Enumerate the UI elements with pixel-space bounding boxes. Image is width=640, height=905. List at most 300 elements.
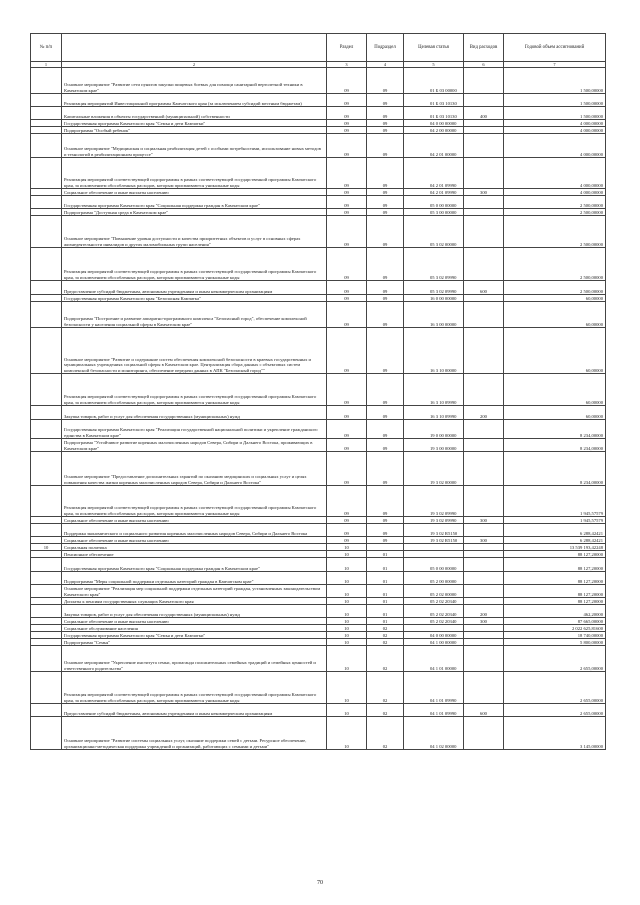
row-number: [31, 625, 62, 632]
row-name: Подпрограмма "Доступная среда в Камчатском крае": [62, 209, 327, 216]
row-subsection: 09: [367, 295, 404, 302]
row-target-article: 05 2 02 20340: [404, 598, 464, 605]
row-section: 09: [327, 94, 367, 107]
table-row: [31, 551, 606, 558]
row-name: Государственная программа Камчатского края "Безопасная Камчатка": [62, 295, 327, 302]
row-section: 09: [327, 158, 367, 189]
row-expense-type: [464, 524, 504, 537]
row-amount: 2 655,00000: [504, 646, 606, 672]
row-amount: 2 655,00000: [504, 672, 606, 704]
row-expense-type: [464, 544, 504, 551]
row-target-article: 05 2 00 00000: [404, 572, 464, 585]
row-section: 10: [327, 558, 367, 572]
row-section: 09: [327, 196, 367, 209]
row-section: 10: [327, 572, 367, 585]
row-amount: 4 000,00000: [504, 158, 606, 189]
row-section: 09: [327, 281, 367, 295]
row-subsection: 02: [367, 672, 404, 704]
row-subsection: 09: [367, 189, 404, 196]
row-expense-type: 600: [464, 281, 504, 295]
row-expense-type: [464, 302, 504, 328]
row-number: [31, 295, 62, 302]
row-name: Закупка товаров, работ и услуг для обеспечения государственных (муниципальных) нужд: [62, 605, 327, 618]
row-number: 10: [31, 544, 62, 551]
budget-table-sheet: [30, 33, 605, 750]
row-target-article: 05 2 02 20340: [404, 605, 464, 618]
table-row: [31, 134, 606, 158]
row-section: 10: [327, 605, 367, 618]
row-name: Капитальные вложения в объекты государственной (муниципальной) собственности: [62, 107, 327, 120]
row-target-article: 05 3 02 00000: [404, 216, 464, 248]
row-name: Социальная политика: [62, 544, 327, 551]
row-section: 10: [327, 625, 367, 632]
row-name: Реализация мероприятий соответствующей подпрограммы в рамках соответствующей государственной программы Камчатского края, за исключением обособленных расходов, которым присваиваются уникальные коды: [62, 672, 327, 704]
row-section: 10: [327, 544, 367, 551]
row-amount: 88 127,20000: [504, 572, 606, 585]
row-target-article: 19 0 00 00000: [404, 420, 464, 439]
row-section: 09: [327, 209, 367, 216]
row-number: [31, 302, 62, 328]
row-subsection: 09: [367, 328, 404, 374]
row-expense-type: [464, 94, 504, 107]
row-name: Основное мероприятие "Укрепление института семьи, пропаганда положительных семейных традиций и семейных ценностей и ответственного родительства": [62, 646, 327, 672]
table-row: [31, 517, 606, 524]
table-row: [31, 618, 606, 625]
row-target-article: 16 3 10 09990: [404, 374, 464, 406]
row-expense-type: [464, 551, 504, 558]
row-number: [31, 618, 62, 625]
row-expense-type: [464, 248, 504, 281]
row-number: [31, 68, 62, 94]
row-amount: 88 127,20000: [504, 598, 606, 605]
row-subsection: 09: [367, 406, 404, 420]
row-number: [31, 158, 62, 189]
budget-table: [30, 33, 606, 750]
row-name: Основное мероприятие "Повышение уровня доступности и качества приоритетных объектов и услуг в основных сферах жизнедеятельности инвалидов и других маломобильных групп населения": [62, 216, 327, 248]
row-subsection: 01: [367, 572, 404, 585]
row-subsection: 01: [367, 618, 404, 625]
table-row: [31, 328, 606, 374]
row-amount: 462,20000: [504, 605, 606, 618]
row-section: 09: [327, 68, 367, 94]
row-name: Социальное обслуживание населения: [62, 625, 327, 632]
row-number: [31, 189, 62, 196]
row-target-article: [404, 544, 464, 551]
row-amount: 1 500,00000: [504, 107, 606, 120]
table-row: [31, 572, 606, 585]
row-section: 09: [327, 189, 367, 196]
row-number: [31, 209, 62, 216]
row-expense-type: [464, 420, 504, 439]
row-expense-type: 400: [464, 107, 504, 120]
row-section: 09: [327, 248, 367, 281]
row-target-article: 05 0 00 00000: [404, 196, 464, 209]
header-annual-amount: Годовой объем ассигнований: [504, 34, 606, 62]
row-section: 10: [327, 551, 367, 558]
row-subsection: 09: [367, 209, 404, 216]
row-name: Основное мероприятие "Развитие сети пунктов закупки пищевых боевых для помощи санитарной вертолетной техники в Камчатском крае": [62, 68, 327, 94]
row-name: Пенсионное обеспечение: [62, 551, 327, 558]
row-target-article: 19 3 02 09990: [404, 517, 464, 524]
row-number: [31, 704, 62, 717]
row-name: Основное мероприятие "Развитие системы социальных услуг, оказание поддержки семей с детьми. Ресурсное обеспечение, организационно-методическая поддержка учреждений и организаций, работающих с семьями и детьми": [62, 717, 327, 750]
row-amount: 3 145,00000: [504, 717, 606, 750]
table-row: [31, 585, 606, 598]
row-expense-type: 300: [464, 537, 504, 544]
row-name: Социальное обеспечение и иные выплаты населению: [62, 189, 327, 196]
row-target-article: 16 0 00 00000: [404, 295, 464, 302]
header-number: № п/п: [31, 34, 62, 62]
row-section: 10: [327, 585, 367, 598]
row-amount: 60,00000: [504, 295, 606, 302]
row-target-article: 16 3 00 00000: [404, 302, 464, 328]
row-number: [31, 281, 62, 295]
row-section: 09: [327, 537, 367, 544]
row-target-article: 04 1 02 00000: [404, 717, 464, 750]
row-expense-type: [464, 120, 504, 127]
column-number: 7: [504, 62, 606, 68]
row-number: [31, 572, 62, 585]
row-number: [31, 120, 62, 127]
row-subsection: 09: [367, 216, 404, 248]
table-row: [31, 537, 606, 544]
row-expense-type: [464, 585, 504, 598]
table-row: [31, 598, 606, 605]
row-amount: 2 655,00000: [504, 704, 606, 717]
row-number: [31, 605, 62, 618]
row-amount: 60,00000: [504, 302, 606, 328]
row-amount: 6 288,42421: [504, 537, 606, 544]
row-target-article: 04 1 01 09990: [404, 704, 464, 717]
row-amount: 2 500,00000: [504, 216, 606, 248]
row-subsection: 09: [367, 302, 404, 328]
row-target-article: 04 2 00 00000: [404, 127, 464, 134]
row-number: [31, 94, 62, 107]
row-target-article: 05 2 02 20340: [404, 618, 464, 625]
row-name: Реализация мероприятий соответствующей подпрограммы в рамках соответствующей государственной программы Камчатского края, за исключением обособленных расходов, которым присваиваются уникальные коды: [62, 374, 327, 406]
table-row: [31, 704, 606, 717]
table-row: [31, 302, 606, 328]
header-section: Раздел: [327, 34, 367, 62]
row-number: [31, 248, 62, 281]
row-expense-type: [464, 216, 504, 248]
row-name: Основное мероприятие "Предоставление дополнительных гарантий по оказанию медицинских и социальных услуг и целях повышения качества жизни коренных малочисленных народов Севера, Сибири и Дальнего Востока": [62, 452, 327, 486]
row-target-article: 05 3 02 09990: [404, 281, 464, 295]
row-expense-type: [464, 717, 504, 750]
row-number: [31, 672, 62, 704]
row-subsection: 09: [367, 248, 404, 281]
table-row: [31, 672, 606, 704]
table-row: [31, 420, 606, 439]
row-subsection: 02: [367, 639, 404, 646]
row-subsection: 09: [367, 281, 404, 295]
row-expense-type: [464, 558, 504, 572]
header-subsection: Подраздел: [367, 34, 404, 62]
table-row: [31, 120, 606, 127]
row-expense-type: [464, 209, 504, 216]
row-subsection: 09: [367, 374, 404, 406]
row-number: [31, 134, 62, 158]
row-amount: 1 500,00000: [504, 68, 606, 94]
row-target-article: 01 Б 03 10130: [404, 107, 464, 120]
row-name: Реализация мероприятий Инвестиционной программы Камчатского края (за исключением субсидий местным бюджетам): [62, 94, 327, 107]
row-amount: 60,00000: [504, 406, 606, 420]
table-row: [31, 717, 606, 750]
table-row: [31, 439, 606, 452]
row-amount: 5 800,00000: [504, 639, 606, 646]
row-section: 10: [327, 672, 367, 704]
row-expense-type: 300: [464, 189, 504, 196]
row-name: Реализация мероприятий соответствующей подпрограммы в рамках соответствующей государственной программы Камчатского края, за исключением обособленных расходов, которым присваиваются уникальные коды: [62, 248, 327, 281]
row-section: 10: [327, 632, 367, 639]
row-number: [31, 717, 62, 750]
row-target-article: 04 2 01 09990: [404, 189, 464, 196]
table-row: [31, 486, 606, 517]
row-expense-type: [464, 328, 504, 374]
row-number: [31, 216, 62, 248]
row-amount: 1 500,00000: [504, 94, 606, 107]
row-amount: 6 288,42421: [504, 524, 606, 537]
row-number: [31, 558, 62, 572]
table-row: [31, 544, 606, 551]
row-name: Подпрограмма "Устойчивое развитие коренных малочисленных народов Севера, Сибири и Дальнего Востока, проживающих в Камчатском крае": [62, 439, 327, 452]
row-subsection: 01: [367, 598, 404, 605]
row-number: [31, 517, 62, 524]
row-number: [31, 328, 62, 374]
row-subsection: 09: [367, 94, 404, 107]
row-number: [31, 196, 62, 209]
row-amount: 2 500,00000: [504, 196, 606, 209]
header-name: [62, 34, 327, 62]
row-expense-type: 300: [464, 517, 504, 524]
row-section: 09: [327, 524, 367, 537]
table-row: [31, 281, 606, 295]
row-name: Реализация мероприятий соответствующей подпрограммы в рамках соответствующей государственной программы Камчатского края, за исключением обособленных расходов, которым присваиваются уникальные коды: [62, 486, 327, 517]
row-amount: 13 539 193,42248: [504, 544, 606, 551]
row-number: [31, 406, 62, 420]
row-subsection: [367, 544, 404, 551]
row-number: [31, 551, 62, 558]
row-amount: 4 000,00000: [504, 189, 606, 196]
table-row: [31, 94, 606, 107]
row-section: 10: [327, 639, 367, 646]
row-name: Социальное обеспечение и иные выплаты населению: [62, 517, 327, 524]
row-target-article: 01 Б 03 10130: [404, 94, 464, 107]
row-name: Предоставление субсидий бюджетным, автономным учреждениям и иным некоммерческим организациям: [62, 281, 327, 295]
row-section: 09: [327, 134, 367, 158]
row-target-article: 19 3 02 R5150: [404, 524, 464, 537]
row-amount: 2 500,00000: [504, 248, 606, 281]
row-expense-type: [464, 672, 504, 704]
row-number: [31, 420, 62, 439]
table-header-row: [31, 34, 606, 62]
table-row: [31, 196, 606, 209]
table-row: [31, 406, 606, 420]
table-row: [31, 189, 606, 196]
row-expense-type: [464, 196, 504, 209]
row-amount: 8 234,00000: [504, 452, 606, 486]
row-target-article: 05 3 02 09990: [404, 248, 464, 281]
row-section: 09: [327, 127, 367, 134]
row-number: [31, 639, 62, 646]
row-section: 09: [327, 328, 367, 374]
table-row: [31, 374, 606, 406]
row-subsection: 09: [367, 524, 404, 537]
row-expense-type: [464, 127, 504, 134]
row-section: 09: [327, 216, 367, 248]
row-number: [31, 439, 62, 452]
row-section: 09: [327, 120, 367, 127]
row-name: Доплаты к пенсиям государственных служащих Камчатского края: [62, 598, 327, 605]
row-name: Государственная программа Камчатского края "Социальная поддержка граждан в Камчатском крае": [62, 558, 327, 572]
row-subsection: 09: [367, 68, 404, 94]
row-expense-type: 300: [464, 618, 504, 625]
column-number: 3: [327, 62, 367, 68]
row-section: 10: [327, 704, 367, 717]
row-amount: 88 127,20000: [504, 558, 606, 572]
row-expense-type: [464, 68, 504, 94]
row-section: 09: [327, 517, 367, 524]
row-section: 09: [327, 439, 367, 452]
row-amount: 2 500,00000: [504, 281, 606, 295]
row-name: Основное мероприятие "Реализация мер социальной поддержки отдельных категорий граждан, установленных законодательством Камчатского края": [62, 585, 327, 598]
row-expense-type: [464, 439, 504, 452]
row-section: 09: [327, 420, 367, 439]
row-name: Подпрограмма "Построение и развитие аппаратно-программного комплекса "Безопасный город", обеспечение комплексной безопасности у населения социальной сферы в Камчатском крае": [62, 302, 327, 328]
row-target-article: 19 3 02 00000: [404, 452, 464, 486]
row-subsection: 09: [367, 158, 404, 189]
row-amount: 4 000,00000: [504, 127, 606, 134]
row-amount: 1 945,57579: [504, 517, 606, 524]
table-row: [31, 639, 606, 646]
row-target-article: 16 3 10 09990: [404, 406, 464, 420]
row-amount: 60,00000: [504, 328, 606, 374]
row-expense-type: [464, 646, 504, 672]
table-row: [31, 216, 606, 248]
table-row: [31, 646, 606, 672]
row-subsection: 02: [367, 704, 404, 717]
row-amount: 8 234,00000: [504, 439, 606, 452]
row-amount: 4 000,00000: [504, 120, 606, 127]
row-name: Социальное обеспечение и иные выплаты населению: [62, 537, 327, 544]
row-expense-type: [464, 158, 504, 189]
header-target-article: Целевая статья: [404, 34, 464, 62]
row-amount: 18 740,00000: [504, 632, 606, 639]
row-target-article: 04 1 01 00000: [404, 646, 464, 672]
row-expense-type: 200: [464, 605, 504, 618]
row-amount: 8 234,00000: [504, 420, 606, 439]
row-target-article: 19 3 00 00000: [404, 439, 464, 452]
row-number: [31, 632, 62, 639]
page-number: 70: [317, 880, 323, 886]
row-section: 09: [327, 374, 367, 406]
row-expense-type: [464, 374, 504, 406]
table-row: [31, 632, 606, 639]
row-name: Государственная программа Камчатского края "Семья и дети Камчатки": [62, 120, 327, 127]
row-section: 09: [327, 452, 367, 486]
row-target-article: [404, 625, 464, 632]
column-number: 5: [404, 62, 464, 68]
row-expense-type: [464, 639, 504, 646]
row-name: Государственная программа Камчатского края "Социальная поддержка граждан в Камчатском крае": [62, 196, 327, 209]
row-number: [31, 585, 62, 598]
row-section: 10: [327, 646, 367, 672]
table-row: [31, 107, 606, 120]
table-row: [31, 625, 606, 632]
row-subsection: 02: [367, 717, 404, 750]
row-name: Подпрограмма "Особый ребенок": [62, 127, 327, 134]
row-target-article: 04 0 00 00000: [404, 632, 464, 639]
row-target-article: 01 Б 03 00000: [404, 68, 464, 94]
row-subsection: 01: [367, 585, 404, 598]
row-section: 09: [327, 295, 367, 302]
row-subsection: 09: [367, 107, 404, 120]
table-row: [31, 68, 606, 94]
table-row: [31, 158, 606, 189]
row-name: Подпрограмма "Семья": [62, 639, 327, 646]
column-number: 4: [367, 62, 404, 68]
row-section: 09: [327, 486, 367, 517]
table-row: [31, 452, 606, 486]
row-expense-type: [464, 625, 504, 632]
row-target-article: 16 3 10 00000: [404, 328, 464, 374]
row-subsection: 09: [367, 120, 404, 127]
table-row: [31, 127, 606, 134]
row-target-article: [404, 551, 464, 558]
row-number: [31, 486, 62, 517]
row-section: 09: [327, 406, 367, 420]
row-number: [31, 537, 62, 544]
row-section: 10: [327, 717, 367, 750]
row-expense-type: [464, 295, 504, 302]
row-target-article: 05 0 00 00000: [404, 558, 464, 572]
row-target-article: 04 2 01 00000: [404, 134, 464, 158]
row-amount: 4 000,00000: [504, 134, 606, 158]
row-amount: 88 127,20000: [504, 551, 606, 558]
row-expense-type: [464, 134, 504, 158]
row-name: Поддержка экономического и социального развития коренных малочисленных народов Севера, Сибири и Дальнего Востока: [62, 524, 327, 537]
row-expense-type: [464, 486, 504, 517]
table-row: [31, 248, 606, 281]
table-row: [31, 295, 606, 302]
row-number: [31, 127, 62, 134]
header-expense-type: Вид расходов: [464, 34, 504, 62]
row-section: 09: [327, 302, 367, 328]
row-name: Подпрограмма "Меры социальной поддержки отдельных категорий граждан в Камчатском крае": [62, 572, 327, 585]
row-expense-type: 200: [464, 406, 504, 420]
row-subsection: 09: [367, 439, 404, 452]
row-name: Социальное обеспечение и иные выплаты населению: [62, 618, 327, 625]
row-expense-type: [464, 632, 504, 639]
row-target-article: 05 2 02 00000: [404, 585, 464, 598]
row-subsection: 02: [367, 632, 404, 639]
row-target-article: 19 3 02 09990: [404, 486, 464, 517]
table-body: [31, 68, 606, 750]
row-name: Государственная программа Камчатского края "Семья и дети Камчатки": [62, 632, 327, 639]
row-subsection: 01: [367, 605, 404, 618]
row-number: [31, 598, 62, 605]
row-amount: 60,00000: [504, 374, 606, 406]
table-row: [31, 558, 606, 572]
row-subsection: 02: [367, 625, 404, 632]
row-number: [31, 646, 62, 672]
row-expense-type: [464, 598, 504, 605]
column-number: 1: [31, 62, 62, 68]
row-section: 09: [327, 107, 367, 120]
row-subsection: 09: [367, 134, 404, 158]
row-amount: 1 945,57579: [504, 486, 606, 517]
row-amount: 2 022 625,81600: [504, 625, 606, 632]
